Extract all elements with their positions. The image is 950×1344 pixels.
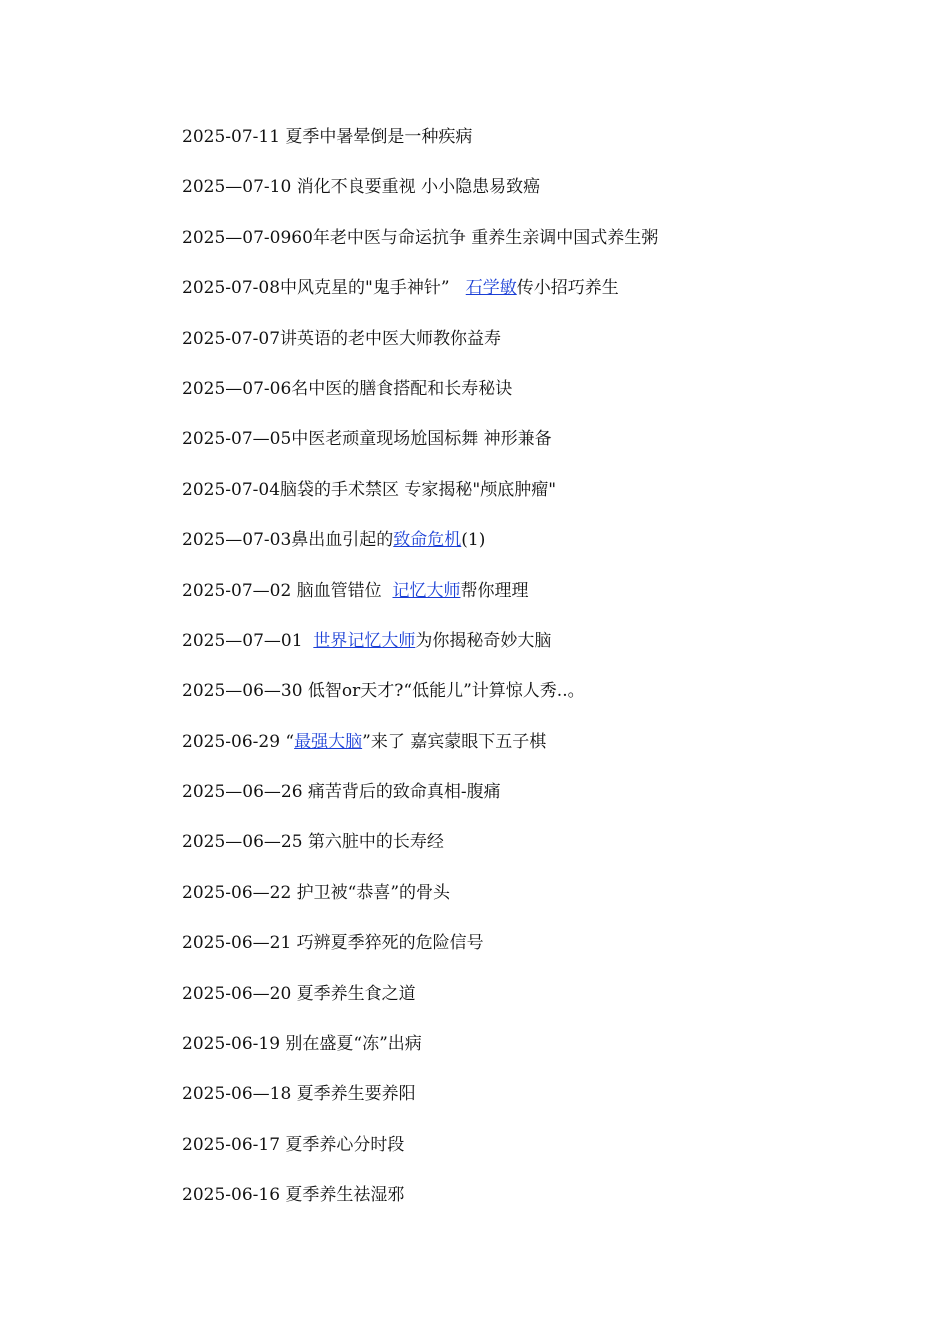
list-item bbox=[182, 830, 882, 880]
article-link[interactable]: 石学敏 bbox=[465, 278, 517, 299]
entry-text: 2025—06—30 低智or天才?“低能儿”计算惊人秀..。 bbox=[182, 681, 585, 702]
article-list bbox=[182, 125, 882, 1234]
list-item bbox=[182, 629, 882, 679]
entry-text: 2025—07-03鼻出血引起的 bbox=[182, 530, 394, 551]
entry-text: 2025—07-0960年老中医与命运抗争 重养生亲调中国式养生粥 bbox=[182, 227, 659, 248]
entry-text: 2025-06-16 夏季养生祛湿邪 bbox=[182, 1185, 405, 1206]
entry-text: 2025—07-10 消化不良要重视 小小隐患易致癌 bbox=[182, 177, 541, 198]
list-item bbox=[182, 1082, 882, 1132]
article-link[interactable]: 最强大脑 bbox=[294, 731, 363, 752]
entry-text: 2025-06—18 夏季养生要养阳 bbox=[182, 1084, 416, 1105]
entry-text: 2025—06—26 痛苦背后的致命真相-腹痛 bbox=[182, 782, 501, 803]
list-item bbox=[182, 327, 882, 377]
entry-text: 2025-06-17 夏季养心分时段 bbox=[182, 1134, 405, 1155]
list-item bbox=[182, 276, 882, 326]
entry-text: (1) bbox=[461, 530, 486, 551]
list-item bbox=[182, 125, 882, 175]
entry-text: ”来了 嘉宾蒙眼下五子棋 bbox=[362, 731, 547, 752]
list-item bbox=[182, 427, 882, 477]
list-item bbox=[182, 881, 882, 931]
list-item bbox=[182, 579, 882, 629]
entry-text: 2025—07-06名中医的膳食搭配和长寿秘诀 bbox=[182, 378, 513, 399]
article-link[interactable]: 记忆大师 bbox=[392, 580, 461, 601]
entry-text: 2025-06—22 护卫被“恭喜”的骨头 bbox=[182, 882, 451, 903]
article-link[interactable]: 世界记忆大师 bbox=[313, 630, 416, 651]
list-item bbox=[182, 226, 882, 276]
entry-text: 2025-07-08中风克星的"鬼手神针” bbox=[182, 278, 466, 299]
entry-text: 2025—07—01 bbox=[182, 630, 314, 651]
list-item bbox=[182, 780, 882, 830]
list-item bbox=[182, 478, 882, 528]
list-item bbox=[182, 1032, 882, 1082]
list-item bbox=[182, 730, 882, 780]
entry-text: 传小招巧养生 bbox=[516, 278, 619, 299]
list-item bbox=[182, 175, 882, 225]
list-item bbox=[182, 982, 882, 1032]
entry-text: 2025-07-04脑袋的手术禁区 专家揭秘"颅底肿瘤" bbox=[182, 479, 557, 500]
list-item bbox=[182, 528, 882, 578]
list-item bbox=[182, 377, 882, 427]
entry-text: 2025-07—02 脑血管错位 bbox=[182, 580, 393, 601]
entry-text: 2025-07-07讲英语的老中医大师教你益寿 bbox=[182, 328, 502, 349]
entry-text: 帮你理理 bbox=[460, 580, 529, 601]
entry-text: 2025-06—21 巧辨夏季猝死的危险信号 bbox=[182, 933, 484, 954]
entry-text: 2025-06-29 “ bbox=[182, 731, 295, 752]
entry-text: 2025-06—20 夏季养生食之道 bbox=[182, 983, 416, 1004]
list-item bbox=[182, 1183, 882, 1233]
article-link[interactable]: 致命危机 bbox=[393, 530, 462, 551]
entry-text: 2025-06-19 别在盛夏“冻”出病 bbox=[182, 1034, 422, 1055]
list-item bbox=[182, 931, 882, 981]
entry-text: 为你揭秘奇妙大脑 bbox=[415, 630, 552, 651]
entry-text: 2025-07—05中医老顽童现场尬国标舞 神形兼备 bbox=[182, 429, 552, 450]
list-item bbox=[182, 1133, 882, 1183]
list-item bbox=[182, 679, 882, 729]
entry-text: 2025-07-11 夏季中暑晕倒是一种疾病 bbox=[182, 127, 473, 147]
entry-text: 2025—06—25 第六脏中的长寿经 bbox=[182, 832, 444, 853]
